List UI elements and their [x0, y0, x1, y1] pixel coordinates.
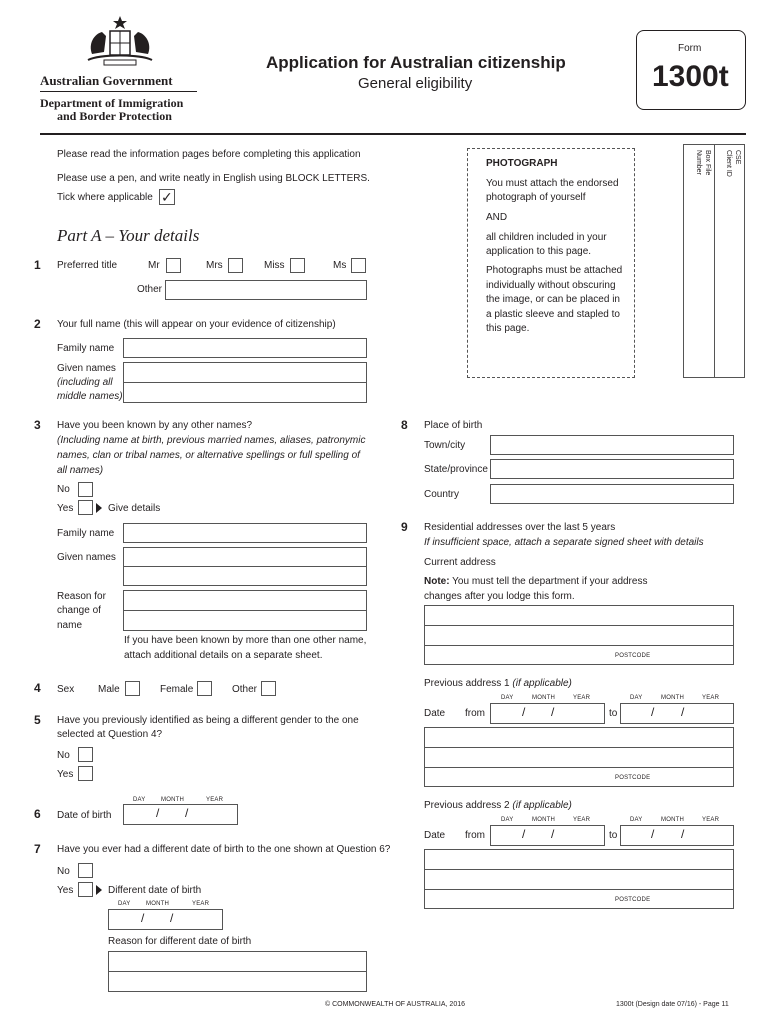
q9-prev1-label — [424, 678, 572, 690]
q9-prev2-address-field[interactable] — [424, 849, 734, 909]
q5-yes-checkbox[interactable] — [78, 766, 93, 781]
q7-reason-field-1[interactable] — [108, 951, 367, 972]
q7-reason-field-2[interactable] — [108, 971, 367, 992]
q3-arrow-icon — [96, 503, 102, 513]
gov-line3: and Border Protection — [57, 109, 172, 123]
q2-given-label3: middle names) — [57, 391, 123, 402]
q9-prev2-to-sep2: / — [681, 827, 685, 841]
q3-given-label: Given names — [57, 552, 116, 563]
q2-given-field-2[interactable] — [123, 382, 367, 403]
q9-prev1-from-year: YEAR — [573, 695, 591, 701]
q2-given-field-1[interactable] — [123, 362, 367, 383]
q3-no-checkbox[interactable] — [78, 482, 93, 497]
q7-yes-checkbox[interactable] — [78, 882, 93, 897]
form-label: Form — [678, 43, 702, 54]
q9-prev1-from-sep1: / — [522, 705, 526, 719]
q1-miss-label: Miss — [264, 260, 285, 271]
q3-reason-label1: Reason for — [57, 591, 106, 602]
gov-line2: Department of Immigration — [40, 96, 184, 110]
q9-number: 9 — [401, 520, 408, 534]
intro-line1: Please read the information pages before completing this application — [57, 149, 361, 160]
q3-reason-field-1[interactable] — [123, 590, 367, 611]
q9-prev1-to-sep2: / — [681, 705, 685, 719]
q9-prev1-from-date[interactable] — [490, 703, 605, 724]
q3-label: Have you been known by any other names? — [57, 420, 253, 431]
q2-given-label2: (including all — [57, 377, 113, 388]
q9-prev1-from-month: MONTH — [532, 695, 555, 701]
q1-mr-label: Mr — [148, 260, 160, 271]
q3-note1: (Including name at birth, previous married names, aliases, patronymic — [57, 435, 366, 446]
q1-ms-checkbox[interactable] — [351, 258, 366, 273]
q9-prev2-to-label: to — [609, 830, 618, 841]
q7-arrow-icon — [96, 885, 102, 895]
q9-prev2-from-month: MONTH — [532, 817, 555, 823]
q7-sep2: / — [170, 911, 174, 925]
q6-day-label: DAY — [133, 797, 146, 803]
q3-note2: names, clan or tribal names, or alternative spellings or full spelling of — [57, 450, 360, 461]
q9-prev2-label — [424, 800, 572, 812]
q5-no-checkbox[interactable] — [78, 747, 93, 762]
q4-number: 4 — [34, 681, 41, 695]
q9-prev1-from-day: DAY — [501, 695, 514, 701]
q3-given-field-2[interactable] — [123, 566, 367, 586]
office-box-a: Box File — [704, 150, 711, 176]
q9-prev2-date-label: Date — [424, 830, 446, 841]
tick-label: Tick where applicable — [57, 192, 153, 203]
q7-no-label: No — [57, 866, 70, 877]
gov-line1: Australian Government — [40, 73, 173, 88]
q7-no-checkbox[interactable] — [78, 863, 93, 878]
q2-family-label: Family name — [57, 343, 115, 354]
q1-number: 1 — [34, 258, 41, 272]
q9-note: If insufficient space, attach a separate signed sheet with details — [424, 537, 704, 548]
q1-mr-checkbox[interactable] — [166, 258, 181, 273]
q4-male-checkbox[interactable] — [125, 681, 140, 696]
office-box-b: Number — [695, 150, 702, 175]
photo-p1b: photograph of yourself — [486, 192, 586, 203]
header-rule — [40, 133, 746, 135]
q3-note3: all names) — [57, 465, 104, 476]
q3-family-label: Family name — [57, 528, 115, 539]
q1-miss-checkbox[interactable] — [290, 258, 305, 273]
q9-prev2-postcode: POSTCODE — [615, 897, 651, 903]
q7-sep1: / — [141, 911, 145, 925]
office-cse-label — [718, 150, 742, 210]
q8-number: 8 — [401, 418, 408, 432]
q6-number: 6 — [34, 807, 41, 821]
q1-mrs-label: Mrs — [206, 260, 223, 271]
q5-number: 5 — [34, 713, 41, 727]
footer-copyright: © COMMONWEALTH OF AUSTRALIA, 2016 — [325, 1001, 465, 1008]
q2-given-label1: Given names — [57, 363, 116, 374]
q4-female-label: Female — [160, 684, 194, 695]
q9-prev2-to-sep1: / — [651, 827, 655, 841]
q8-state-label: State/province — [424, 464, 488, 475]
q6-month-label: MONTH — [161, 797, 184, 803]
part-a-heading: Part A – Your details — [57, 226, 200, 245]
photo-heading: PHOTOGRAPH — [486, 158, 558, 169]
q9-prev1-date-label: Date — [424, 708, 446, 719]
q9-prev2-to-year: YEAR — [702, 817, 720, 823]
q9-label: Residential addresses over the last 5 years — [424, 522, 616, 533]
q9-prev2-ifapp: (if applicable) — [512, 800, 572, 811]
q7-label: Have you ever had a different date of birth to the one shown at Question 6? — [57, 844, 391, 855]
q9-change-note — [424, 576, 647, 588]
government-crest — [80, 14, 160, 70]
q8-country-label: Country — [424, 489, 460, 500]
q1-other-label: Other — [137, 284, 163, 295]
q5-yes-label: Yes — [57, 769, 74, 780]
q1-other-field[interactable] — [165, 280, 367, 300]
q9-prev2-line2 — [424, 889, 734, 890]
office-box-label — [688, 150, 712, 210]
q9-current-line2 — [424, 645, 734, 646]
q4-other-label: Other — [232, 684, 258, 695]
q7-diff-label: Different date of birth — [108, 885, 202, 896]
q8-town-label: Town/city — [424, 440, 466, 451]
q3-family-field[interactable] — [123, 523, 367, 543]
q3-more-line2: attach additional details on a separate sheet. — [124, 650, 323, 661]
q9-prev1-text: Previous address 1 — [424, 678, 513, 689]
page-title: Application for Australian citizenship — [266, 53, 566, 72]
q6-date-field[interactable] — [123, 804, 238, 825]
q4-label: Sex — [57, 684, 75, 695]
photo-p3c: the image, or can be placed in — [486, 294, 620, 305]
q9-prev1-postcode: POSTCODE — [615, 775, 651, 781]
q1-mrs-checkbox[interactable] — [228, 258, 243, 273]
q9-prev2-from-day: DAY — [501, 817, 514, 823]
q7-number: 7 — [34, 842, 41, 856]
q9-change-note2: changes after you lodge this form. — [424, 591, 575, 602]
q9-note-rest: You must tell the department if your address — [449, 576, 648, 587]
q2-label: Your full name (this will appear on your evidence of citizenship) — [57, 319, 336, 330]
q2-family-field[interactable] — [123, 338, 367, 358]
q4-female-checkbox[interactable] — [197, 681, 212, 696]
office-cse-b: Client ID — [725, 150, 732, 177]
q9-prev2-text: Previous address 2 — [424, 800, 513, 811]
photo-p1a: You must attach the endorsed — [486, 178, 619, 189]
q9-prev2-to-month: MONTH — [661, 817, 684, 823]
q9-prev2-to-date[interactable] — [620, 825, 734, 846]
q3-no-label: No — [57, 484, 70, 495]
q9-prev2-from-year: YEAR — [573, 817, 591, 823]
office-cse-a: CSE — [734, 150, 741, 165]
q7-month-label: MONTH — [146, 901, 169, 907]
q9-prev1-ifapp: (if applicable) — [512, 678, 572, 689]
q3-given-field-1[interactable] — [123, 547, 367, 567]
q9-prev2-from-date[interactable] — [490, 825, 605, 846]
page-subtitle: General eligibility — [358, 75, 473, 92]
q6-year-label: YEAR — [206, 797, 224, 803]
q7-yes-label: Yes — [57, 885, 74, 896]
tick-mark: ✓ — [161, 189, 173, 205]
q9-prev1-address-field[interactable] — [424, 727, 734, 787]
q8-town-field[interactable] — [490, 435, 734, 455]
q9-prev1-line2 — [424, 767, 734, 768]
q8-country-field[interactable] — [490, 484, 734, 504]
q9-prev2-line1 — [424, 869, 734, 870]
q6-sep2: / — [185, 806, 189, 820]
q9-current-address-field[interactable] — [424, 605, 734, 665]
photo-p2a: all children included in your — [486, 232, 607, 243]
q9-current-label: Current address — [424, 557, 496, 568]
q9-prev1-from-label: from — [465, 708, 485, 719]
q3-reason-field-2[interactable] — [123, 610, 367, 631]
photo-p3e: this page. — [486, 323, 530, 334]
q1-label: Preferred title — [57, 260, 118, 271]
q9-prev2-from-label: from — [465, 830, 485, 841]
q9-note-bold: Note: — [424, 576, 450, 587]
q4-male-label: Male — [98, 684, 120, 695]
q9-prev2-from-sep1: / — [522, 827, 526, 841]
q4-other-checkbox[interactable] — [261, 681, 276, 696]
q3-give-details: Give details — [108, 503, 161, 514]
q8-state-field[interactable] — [490, 459, 734, 479]
q9-prev2-from-sep2: / — [551, 827, 555, 841]
q9-prev1-to-month: MONTH — [661, 695, 684, 701]
q5-no-label: No — [57, 750, 70, 761]
q3-yes-checkbox[interactable] — [78, 500, 93, 515]
form-number: 1300t — [652, 60, 729, 93]
q2-number: 2 — [34, 317, 41, 331]
photo-and: AND — [486, 212, 508, 223]
q9-prev1-from-sep2: / — [551, 705, 555, 719]
q3-reason-label2: change of — [57, 605, 101, 616]
q9-prev2-to-day: DAY — [630, 817, 643, 823]
intro-line2: Please use a pen, and write neatly in English using BLOCK LETTERS. — [57, 173, 370, 184]
q5-label1: Have you previously identified as being a different gender to the one — [57, 715, 359, 726]
q3-more-line1: If you have been known by more than one other name, — [124, 635, 367, 646]
photo-p3d: a plastic sleeve and stapled to — [486, 309, 620, 320]
q6-label: Date of birth — [57, 810, 112, 821]
q3-reason-label3: name — [57, 620, 83, 631]
q9-current-line1 — [424, 625, 734, 626]
q7-reason-label: Reason for different date of birth — [108, 936, 252, 947]
q9-prev1-to-sep1: / — [651, 705, 655, 719]
q3-number: 3 — [34, 418, 41, 432]
q6-sep1: / — [156, 806, 160, 820]
photo-p3b: individually without obscuring — [486, 280, 616, 291]
q9-prev1-line1 — [424, 747, 734, 748]
q9-prev1-to-date[interactable] — [620, 703, 734, 724]
photo-p3a: Photographs must be attached — [486, 265, 623, 276]
q7-year-label: YEAR — [192, 901, 210, 907]
gov-divider — [40, 91, 197, 92]
q9-prev1-to-year: YEAR — [702, 695, 720, 701]
q9-prev1-to-label: to — [609, 708, 618, 719]
q3-yes-label: Yes — [57, 503, 74, 514]
q8-label: Place of birth — [424, 420, 483, 431]
office-use-divider — [714, 144, 715, 378]
q7-date-field[interactable] — [108, 909, 223, 930]
photo-p2b: application to this page. — [486, 246, 592, 257]
q9-current-postcode: POSTCODE — [615, 653, 651, 659]
q9-prev1-to-day: DAY — [630, 695, 643, 701]
q1-ms-label: Ms — [333, 260, 347, 271]
q5-label2: selected at Question 4? — [57, 729, 163, 740]
footer-page: 1300t (Design date 07/16) - Page 11 — [616, 1001, 729, 1008]
q7-day-label: DAY — [118, 901, 131, 907]
